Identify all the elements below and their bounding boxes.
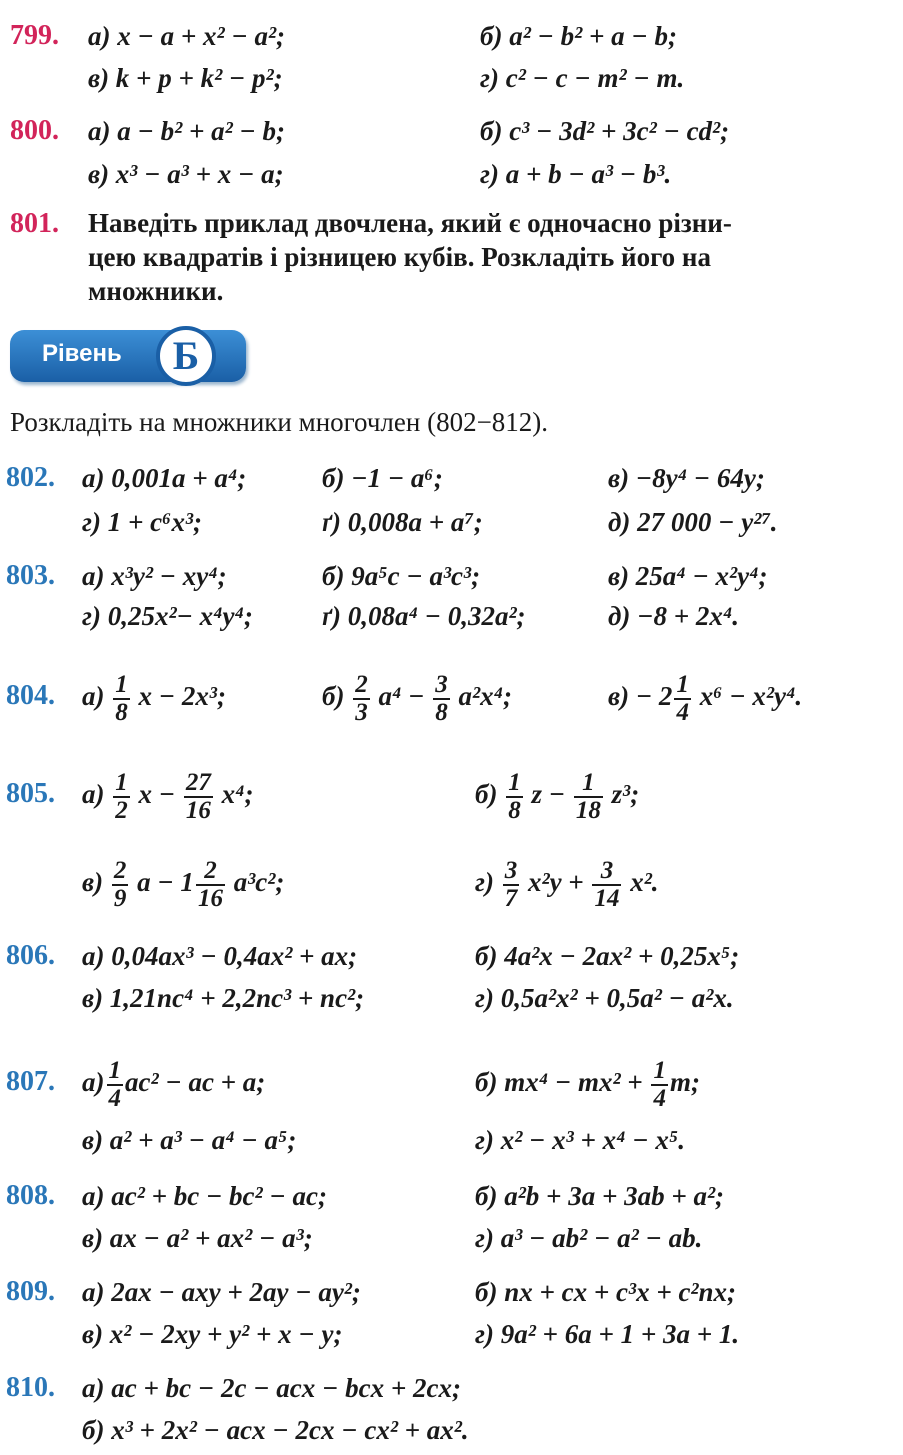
problem-800-g: г) a + b − a³ − b³. bbox=[480, 159, 672, 189]
denominator: 8 bbox=[115, 698, 128, 726]
denominator: 16 bbox=[185, 796, 211, 824]
fraction bbox=[433, 672, 450, 726]
problem-807-number: 807. bbox=[6, 1066, 55, 1097]
problem-799-g: г) c² − c − m² − m. bbox=[480, 63, 685, 93]
problem-804-b bbox=[322, 656, 512, 736]
problem-802-g2: ґ) 0,008a + a⁷; bbox=[322, 507, 483, 537]
numerator: 1 bbox=[676, 670, 689, 698]
problem-803-d: д) −8 + 2x⁴. bbox=[608, 601, 740, 631]
problem-805-g-rest: x². bbox=[630, 867, 659, 897]
problem-805-a-mid: x − bbox=[138, 779, 176, 809]
problem-800-a: а) a − b² + a² − b; bbox=[88, 116, 286, 146]
problem-809-v: в) x² − 2xy + y² + x − y; bbox=[82, 1319, 343, 1349]
problem-805-a-label: а) bbox=[82, 779, 105, 809]
problem-805-g-label: г) bbox=[475, 867, 494, 897]
fraction bbox=[353, 672, 370, 726]
numerator: 3 bbox=[435, 670, 448, 698]
problem-808-b: б) a²b + 3a + 3ab + a²; bbox=[475, 1181, 725, 1211]
problem-803-g: г) 0,25x²− x⁴y⁴; bbox=[82, 601, 253, 631]
numerator: 3 bbox=[504, 856, 518, 884]
numerator: 1 bbox=[653, 1056, 666, 1084]
problem-800-number: 800. bbox=[10, 115, 59, 146]
problem-805-v-rest: a³c²; bbox=[233, 867, 285, 897]
numerator: 1 bbox=[574, 770, 603, 798]
denominator: 8 bbox=[508, 796, 521, 824]
problem-806-g: г) 0,5a²x² + 0,5a² − a²x. bbox=[475, 983, 734, 1013]
problem-804-b-mid: a⁴ − bbox=[378, 681, 425, 711]
problem-800-v: в) x³ − a³ + x − a; bbox=[88, 159, 284, 189]
problem-801-text-line1: Наведіть приклад двочлена, який є одночасно різни- bbox=[88, 208, 732, 238]
problem-807-a bbox=[82, 1042, 265, 1122]
problem-803-v: в) 25a⁴ − x²y⁴; bbox=[608, 561, 768, 591]
problem-807-g: г) x² − x³ + x⁴ − x⁵. bbox=[475, 1125, 686, 1155]
fraction bbox=[107, 1058, 124, 1112]
problem-809-number: 809. bbox=[6, 1276, 55, 1307]
denominator: 2 bbox=[115, 796, 128, 824]
numerator: 1 bbox=[115, 768, 128, 796]
problem-804-v-pre: − 2 bbox=[635, 681, 673, 711]
fraction bbox=[113, 770, 130, 824]
problem-805-v-label: в) bbox=[82, 867, 104, 897]
problem-804-a-label: а) bbox=[82, 681, 105, 711]
problem-804-a-rest: x − 2x³; bbox=[138, 681, 226, 711]
denominator: 8 bbox=[435, 698, 448, 726]
problem-806-b: б) 4a²x − 2ax² + 0,25x⁵; bbox=[475, 941, 740, 971]
denominator: 4 bbox=[108, 1084, 121, 1112]
denominator: 4 bbox=[676, 698, 689, 726]
problem-805-g bbox=[475, 842, 659, 922]
problem-808-g: г) a³ − ab² − a² − ab. bbox=[475, 1223, 703, 1253]
problem-809-a: а) 2ax − axy + 2ay − ay²; bbox=[82, 1277, 361, 1307]
problem-799-v: в) k + p + k² − p²; bbox=[88, 63, 283, 93]
problem-807-b bbox=[475, 1042, 700, 1122]
problem-803-number: 803. bbox=[6, 560, 55, 591]
problem-802-a: а) 0,001a + a⁴; bbox=[82, 463, 247, 493]
problem-805-g-mid: x²y + bbox=[527, 867, 584, 897]
denominator: 4 bbox=[653, 1084, 666, 1112]
denominator: 7 bbox=[504, 884, 518, 912]
problem-806-v: в) 1,21nc⁴ + 2,2nc³ + nc²; bbox=[82, 983, 365, 1013]
numerator: 3 bbox=[592, 858, 621, 886]
problem-807-a-label: а) bbox=[82, 1067, 105, 1097]
problem-804-b-rest: a²x⁴; bbox=[458, 681, 512, 711]
problem-802-g: г) 1 + c⁶x³; bbox=[82, 507, 203, 537]
fraction bbox=[574, 770, 603, 824]
problem-809-g: г) 9a² + 6a + 1 + 3a + 1. bbox=[475, 1319, 740, 1349]
instruction-text: Розкладіть на множники многочлен (802−812). bbox=[10, 407, 549, 437]
problem-805-b-rest: z³; bbox=[611, 779, 640, 809]
numerator: 1 bbox=[108, 1056, 121, 1084]
denominator: 16 bbox=[197, 884, 223, 912]
problem-804-b-label: б) bbox=[322, 681, 345, 711]
fraction bbox=[503, 858, 520, 912]
problem-802-number: 802. bbox=[6, 462, 55, 493]
problem-805-b-label: б) bbox=[475, 779, 498, 809]
numerator: 1 bbox=[115, 670, 128, 698]
numerator: 2 bbox=[355, 670, 368, 698]
problem-809-b: б) nx + cx + c³x + c²nx; bbox=[475, 1277, 737, 1307]
fraction bbox=[674, 672, 691, 726]
problem-801-text-line3: множники. bbox=[88, 276, 224, 306]
fraction bbox=[184, 770, 213, 824]
numerator: 1 bbox=[508, 768, 521, 796]
problem-802-d: д) 27 000 − y²⁷. bbox=[608, 507, 778, 537]
level-badge-letter: Б bbox=[156, 326, 216, 386]
problem-801-number: 801. bbox=[10, 208, 59, 239]
problem-807-a-rest: ac² − ac + a; bbox=[125, 1067, 266, 1097]
problem-804-number: 804. bbox=[6, 680, 55, 711]
problem-805-a-rest: x⁴; bbox=[221, 779, 254, 809]
problem-804-v-label: в) bbox=[608, 681, 630, 711]
fraction bbox=[651, 1058, 668, 1112]
fraction bbox=[196, 858, 225, 912]
denominator: 3 bbox=[355, 698, 368, 726]
denominator: 18 bbox=[575, 796, 601, 824]
problem-805-b-mid: z − bbox=[531, 779, 566, 809]
numerator: 2 bbox=[113, 856, 127, 884]
problem-805-b bbox=[475, 754, 639, 834]
problem-810-b: б) x³ + 2x² − acx − 2cx − cx² + ax². bbox=[82, 1415, 469, 1445]
problem-808-v: в) ax − a² + ax² − a³; bbox=[82, 1223, 313, 1253]
problem-799-number: 799. bbox=[10, 20, 59, 51]
problem-804-v-rest: x⁶ − x²y⁴. bbox=[699, 681, 803, 711]
problem-803-g2: ґ) 0,08a⁴ − 0,32a²; bbox=[322, 601, 526, 631]
problem-805-v-mid: a − 1 bbox=[137, 867, 194, 897]
problem-799-b: б) a² − b² + a − b; bbox=[480, 21, 678, 51]
problem-810-a: а) ac + bc − 2c − acx − bcx + 2cx; bbox=[82, 1373, 461, 1403]
numerator: 27 bbox=[185, 768, 211, 796]
problem-807-b-rest: m; bbox=[669, 1067, 700, 1097]
problem-801-text-line2: цею квадратів і різницею кубів. Розкладіть його на bbox=[88, 242, 711, 272]
problem-806-a: а) 0,04ax³ − 0,4ax² + ax; bbox=[82, 941, 358, 971]
problem-802-b: б) −1 − a⁶; bbox=[322, 463, 443, 493]
problem-800-b: б) c³ − 3d² + 3c² − cd²; bbox=[480, 116, 730, 146]
denominator: 9 bbox=[113, 884, 127, 912]
problem-805-v bbox=[82, 842, 284, 922]
problem-804-a bbox=[82, 656, 226, 736]
problem-803-b: б) 9a⁵c − a³c³; bbox=[322, 561, 481, 591]
numerator: 2 bbox=[196, 858, 225, 886]
problem-808-number: 808. bbox=[6, 1180, 55, 1211]
denominator: 14 bbox=[594, 884, 620, 912]
problem-802-v: в) −8y⁴ − 64y; bbox=[608, 463, 765, 493]
fraction bbox=[592, 858, 621, 912]
problem-805-a bbox=[82, 754, 254, 834]
problem-805-number: 805. bbox=[6, 778, 55, 809]
fraction bbox=[506, 770, 523, 824]
problem-810-number: 810. bbox=[6, 1372, 55, 1403]
problem-807-b-pre: б) mx⁴ − mx² + bbox=[475, 1067, 643, 1097]
problem-807-v: в) a² + a³ − a⁴ − a⁵; bbox=[82, 1125, 297, 1155]
problem-799-a: а) x − a + x² − a²; bbox=[88, 21, 286, 51]
problem-808-a: а) ac² + bc − bc² − ac; bbox=[82, 1181, 327, 1211]
problem-806-number: 806. bbox=[6, 940, 55, 971]
problem-804-v bbox=[608, 656, 802, 736]
level-badge bbox=[10, 330, 246, 382]
fraction bbox=[113, 672, 130, 726]
level-badge-label: Рівень bbox=[42, 340, 122, 367]
problem-803-a: а) x³y² − xy⁴; bbox=[82, 561, 227, 591]
fraction bbox=[112, 858, 129, 912]
